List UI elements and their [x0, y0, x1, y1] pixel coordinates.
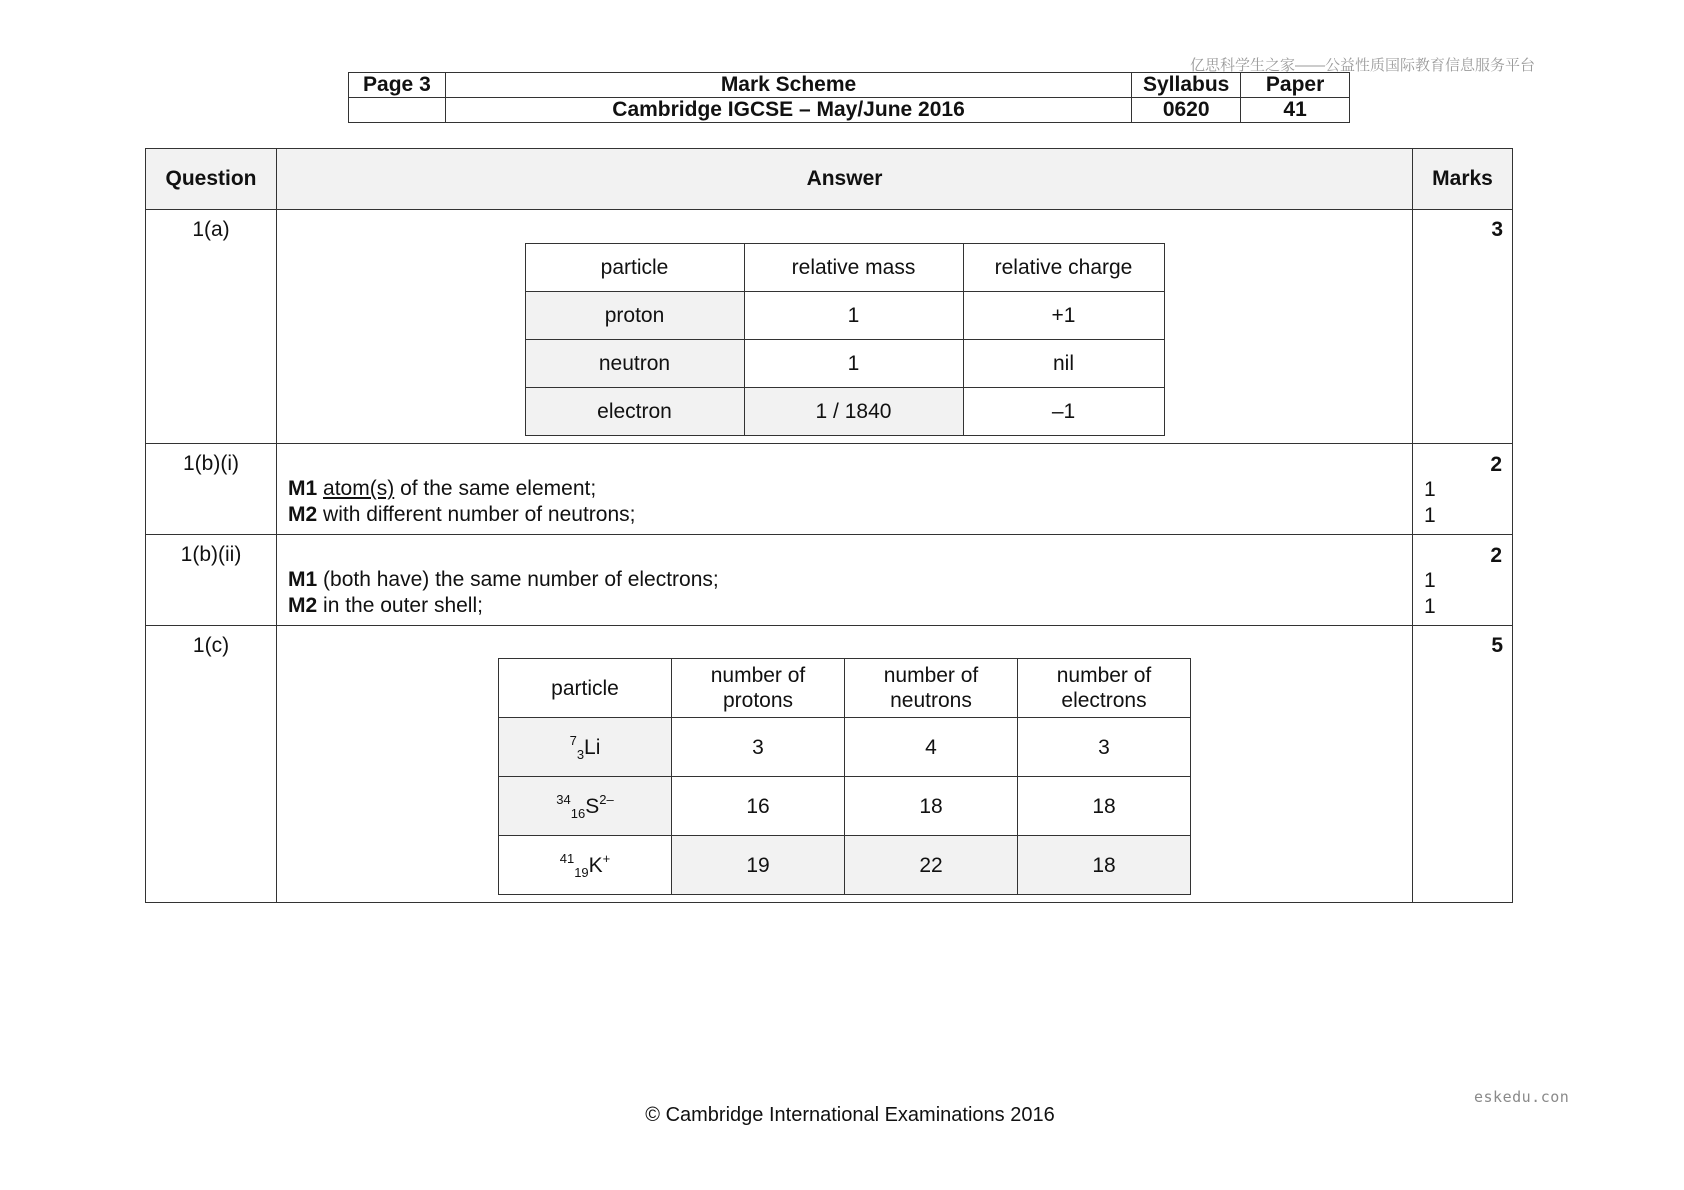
question-column-header: Question: [146, 149, 277, 210]
question-id: 1(c): [146, 626, 277, 903]
mark-point-label: M2: [288, 594, 318, 617]
mark-value: 1: [1424, 478, 1436, 501]
isotope-symbol: $^7_3$Li: [499, 718, 672, 777]
answer-text: with different number of neutrons;: [323, 503, 636, 526]
table-cell: 4: [845, 718, 1018, 777]
mark-scheme-table: [145, 148, 1513, 903]
table-row: [525, 388, 1164, 436]
table-header: number of protons: [672, 659, 845, 718]
answer-point-m2: [278, 593, 1411, 619]
table-header: relative charge: [963, 244, 1164, 292]
marks-total: 5: [1413, 626, 1513, 903]
table-header: relative mass: [744, 244, 963, 292]
paper-number: 41: [1241, 98, 1350, 123]
table-cell: 16: [672, 777, 845, 836]
answer-cell: [277, 210, 1413, 444]
question-row-1c: [146, 626, 1513, 903]
marks-total: 3: [1413, 210, 1513, 444]
isotope-symbol: $^{41}_{19}$K+: [499, 836, 672, 895]
table-cell: electron: [525, 388, 744, 436]
table-row: [499, 718, 1191, 777]
key-term: atom(s): [323, 477, 395, 500]
table-cell: 1 / 1840: [744, 388, 963, 436]
table-cell: 22: [845, 836, 1018, 895]
mark-point-label: M2: [288, 503, 318, 526]
mark-value: 1: [1424, 569, 1436, 592]
marks-column-header: Marks: [1413, 149, 1513, 210]
question-row-1bii: [146, 535, 1513, 626]
document-title: Mark Scheme: [445, 73, 1131, 98]
table-header: number of electrons: [1018, 659, 1191, 718]
mark-value: 1: [1424, 504, 1436, 527]
particle-properties-table: [525, 243, 1165, 436]
answer-text: in the outer shell;: [323, 594, 483, 617]
marks-total: 2: [1490, 453, 1502, 476]
exam-name: Cambridge IGCSE – May/June 2016: [445, 98, 1131, 123]
watermark-bottom: eskedu.con: [1474, 1088, 1570, 1106]
answer-text: of the same element;: [400, 477, 597, 500]
question-id: 1(a): [146, 210, 277, 444]
table-cell: 19: [672, 836, 845, 895]
mark-value: 1: [1424, 595, 1436, 618]
answer-cell: [277, 444, 1413, 535]
answer-point-m1: [278, 567, 1411, 593]
table-cell: 3: [672, 718, 845, 777]
table-row: [525, 292, 1164, 340]
isotope-symbol: $^{34}_{16}S^{2-}$: [499, 777, 672, 836]
header-table: [348, 72, 1350, 123]
answer-point-m1: [278, 476, 1411, 502]
table-cell: 18: [1018, 777, 1191, 836]
table-row: [499, 836, 1191, 895]
table-cell: –1: [963, 388, 1164, 436]
table-cell: 3: [1018, 718, 1191, 777]
table-row: [499, 777, 1191, 836]
question-row-1a: [146, 210, 1513, 444]
answer-cell: [277, 626, 1413, 903]
page-number: Page 3: [349, 73, 446, 98]
table-cell: nil: [963, 340, 1164, 388]
question-row-1bi: [146, 444, 1513, 535]
marks-cell: [1413, 535, 1513, 626]
table-cell: proton: [525, 292, 744, 340]
syllabus-code: 0620: [1132, 98, 1241, 123]
header-blank-cell: [349, 98, 446, 123]
table-cell: 18: [845, 777, 1018, 836]
mark-point-label: M1: [288, 477, 318, 500]
table-cell: 1: [744, 340, 963, 388]
question-id: 1(b)(i): [146, 444, 277, 535]
table-cell: 18: [1018, 836, 1191, 895]
table-header: particle: [499, 659, 672, 718]
marks-cell: [1413, 444, 1513, 535]
table-cell: 1: [744, 292, 963, 340]
isotope-particles-table: [498, 658, 1191, 895]
answer-column-header: Answer: [277, 149, 1413, 210]
question-id: 1(b)(ii): [146, 535, 277, 626]
answer-text: (both have) the same number of electrons;: [323, 568, 719, 591]
answer-point-m2: [278, 502, 1411, 528]
paper-label: Paper: [1241, 73, 1350, 98]
mark-point-label: M1: [288, 568, 318, 591]
syllabus-label: Syllabus: [1132, 73, 1241, 98]
table-cell: neutron: [525, 340, 744, 388]
table-cell: +1: [963, 292, 1164, 340]
marks-total: 2: [1490, 544, 1502, 567]
answer-cell: [277, 535, 1413, 626]
table-header: number of neutrons: [845, 659, 1018, 718]
watermark-top: 亿思科学生之家——公益性质国际教育信息服务平台: [1190, 57, 1536, 74]
copyright-footer: © Cambridge International Examinations 2016: [645, 1104, 1055, 1126]
table-row: [525, 340, 1164, 388]
table-header: particle: [525, 244, 744, 292]
